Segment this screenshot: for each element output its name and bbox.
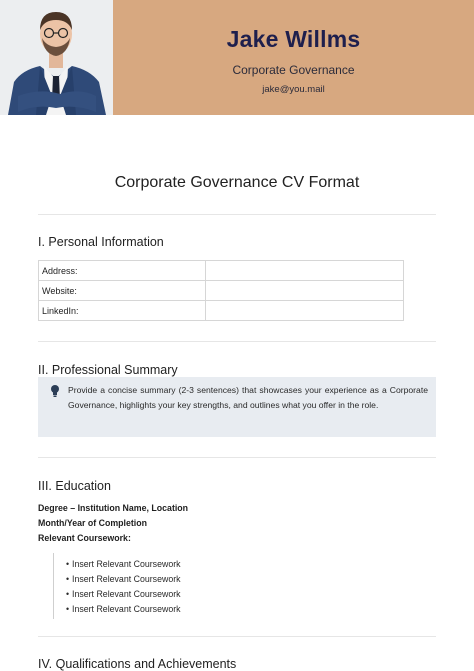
divider	[38, 214, 436, 215]
list-item: • Insert Relevant Coursework	[66, 559, 181, 569]
completion-line: Month/Year of Completion	[38, 518, 147, 528]
section-heading-personal: I. Personal Information	[38, 235, 164, 249]
candidate-name: Jake Willms	[226, 26, 361, 52]
section-heading-qualifications: IV. Qualifications and Achievements	[38, 657, 237, 671]
list-item: • Insert Relevant Coursework	[66, 574, 181, 584]
address-value[interactable]	[206, 261, 404, 281]
table-row	[39, 301, 404, 321]
linkedin-value[interactable]	[206, 301, 404, 321]
document-title: Corporate Governance CV Format	[114, 174, 360, 191]
portrait-icon	[0, 0, 113, 115]
coursework-label: Relevant Coursework:	[38, 533, 131, 543]
profile-photo	[0, 0, 113, 115]
summary-text: Provide a concise summary (2-3 sentences) that showcases your experience as a Corporate Governance, highlights your key strengths, and outlines what you offer in the role.	[68, 385, 428, 410]
coursework-bar	[53, 553, 54, 619]
header-band	[0, 0, 474, 115]
degree-line: Degree – Institution Name, Location	[38, 503, 189, 513]
linkedin-label: LinkedIn:	[39, 301, 206, 321]
divider	[38, 457, 436, 458]
summary-callout	[38, 377, 436, 437]
section-heading-education: III. Education	[38, 479, 111, 493]
table-row	[39, 261, 404, 281]
divider	[38, 636, 436, 637]
table-row	[39, 281, 404, 301]
website-label: Website:	[39, 281, 206, 301]
website-value[interactable]	[206, 281, 404, 301]
list-item: • Insert Relevant Coursework	[66, 589, 181, 599]
divider	[38, 341, 436, 342]
personal-info-table	[38, 260, 404, 321]
section-heading-summary: II. Professional Summary	[38, 363, 178, 377]
list-item: • Insert Relevant Coursework	[66, 604, 181, 614]
header-text	[113, 0, 474, 115]
candidate-email: jake@you.mail	[262, 84, 325, 95]
lightbulb-icon	[50, 384, 60, 398]
address-label: Address:	[39, 261, 206, 281]
candidate-title: Corporate Governance	[232, 63, 355, 77]
